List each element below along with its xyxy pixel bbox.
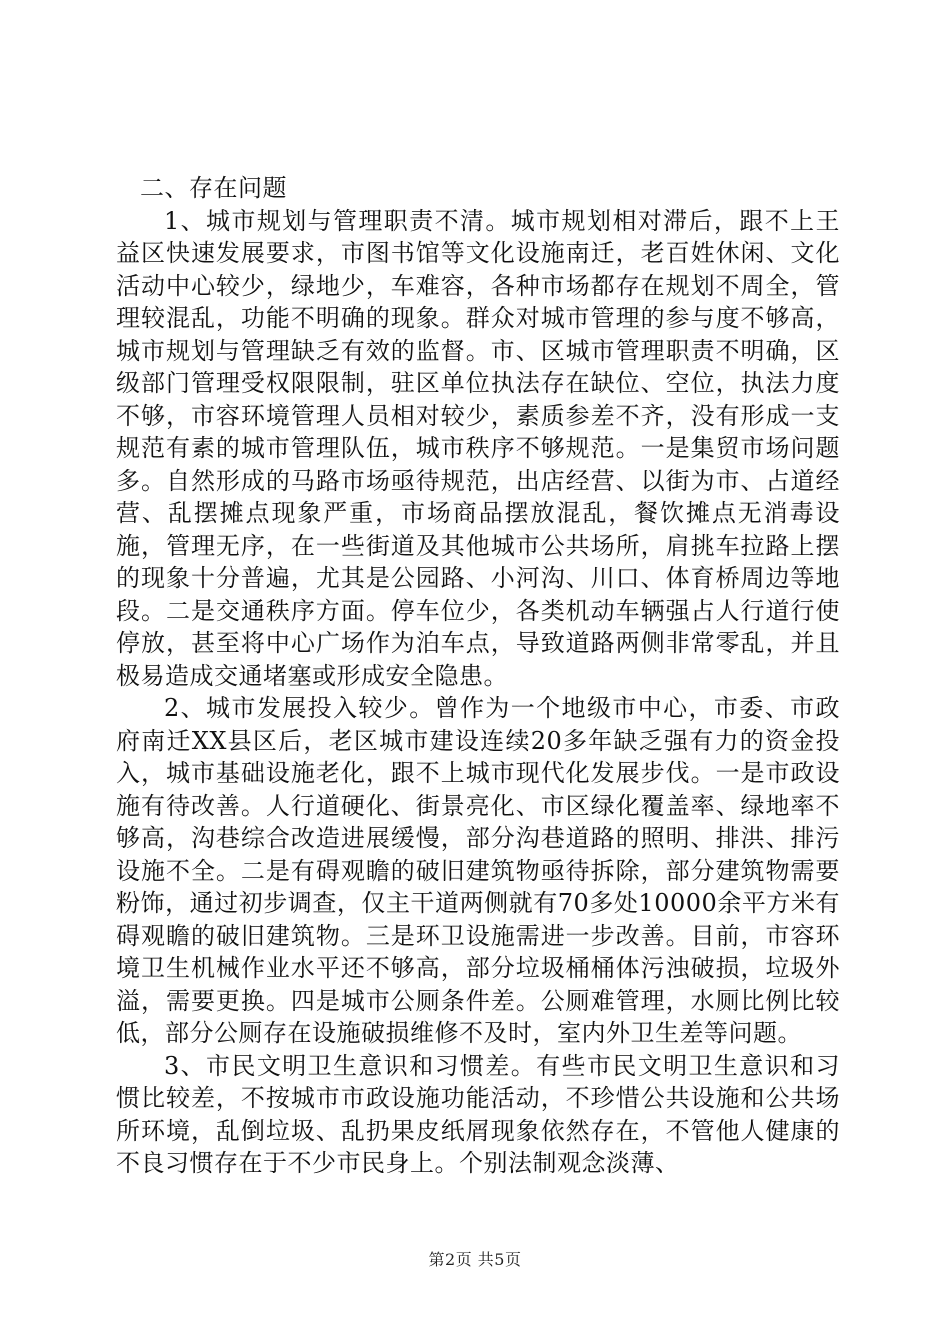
paragraph-1: 1、城市规划与管理职责不清。城市规划相对滞后，跟不上王益区快速发展要求，市图书馆等文化设施南迁，老百姓休闲、文化活动中心较少，绿地少，车难容，各种市场都存在规划不周全，管理较混乱，功能不明确的现象。群众对城市管理的参与度不够高，城市规划与管理缺乏有效的监督。市、区城市管理职责不明确，区级部门管理受权限限制，驻区单位执法存在缺位、空位，执法力度不够，市容环境管理人员相对较少，素质参差不齐，没有形成一支规范有素的城市管理队伍，城市秩序不够规范。一是集贸市场问题多。自然形成的马路市场亟待规范，出店经营、以街为市、占道经营、乱摆摊点现象严重，市场商品摆放混乱，餐饮摊点无消毒设施，管理无序，在一些街道及其他城市公共场所，肩挑车拉路上摆的现象十分普遍，尤其是公园路、小河沟、川口、体育桥周边等地段。二是交通秩序方面。停车位少，各类机动车辆强占人行道行使停放，甚至将中心广场作为泊车点，导致道路两侧非常零乱，并且极易造成交通堵塞或形成安全隐患。	[116, 206, 840, 690]
paragraph-2: 2、城市发展投入较少。曾作为一个地级市中心，市委、市政府南迁XX县区后，老区城市建设连续20多年缺乏强有力的资金投入，城市基础设施老化，跟不上城市现代化发展步伐。一是市政设施有待改善。人行道硬化、街景亮化、市区绿化覆盖率、绿地率不够高，沟巷综合改造进展缓慢，部分沟巷道路的照明、排洪、排污设施不全。二是有碍观瞻的破旧建筑物亟待拆除，部分建筑物需要粉饰，通过初步调查，仅主干道两侧就有70多处10000余平方米有碍观瞻的破旧建筑物。三是环卫设施需进一步改善。目前，市容环境卫生机械作业水平还不够高，部分垃圾桶桶体污浊破损，垃圾外溢，需要更换。四是城市公厕条件差。公厕难管理，水厕比例比较低，部分公厕存在设施破损维修不及时，室内外卫生差等问题。	[116, 694, 840, 1047]
paragraph-3: 3、市民文明卫生意识和习惯差。有些市民文明卫生意识和习惯比较差，不按城市市政设施功能活动，不珍惜公共设施和公共场所环境，乱倒垃圾、乱扔果皮纸屑现象依然存在，不管他人健康的不良习惯存在于不少市民身上。个别法制观念淡薄、	[116, 1051, 840, 1177]
section-heading: 二、存在问题	[140, 174, 287, 202]
document-body	[116, 172, 840, 1180]
page-footer: 第2页 共5页	[428, 1250, 522, 1269]
